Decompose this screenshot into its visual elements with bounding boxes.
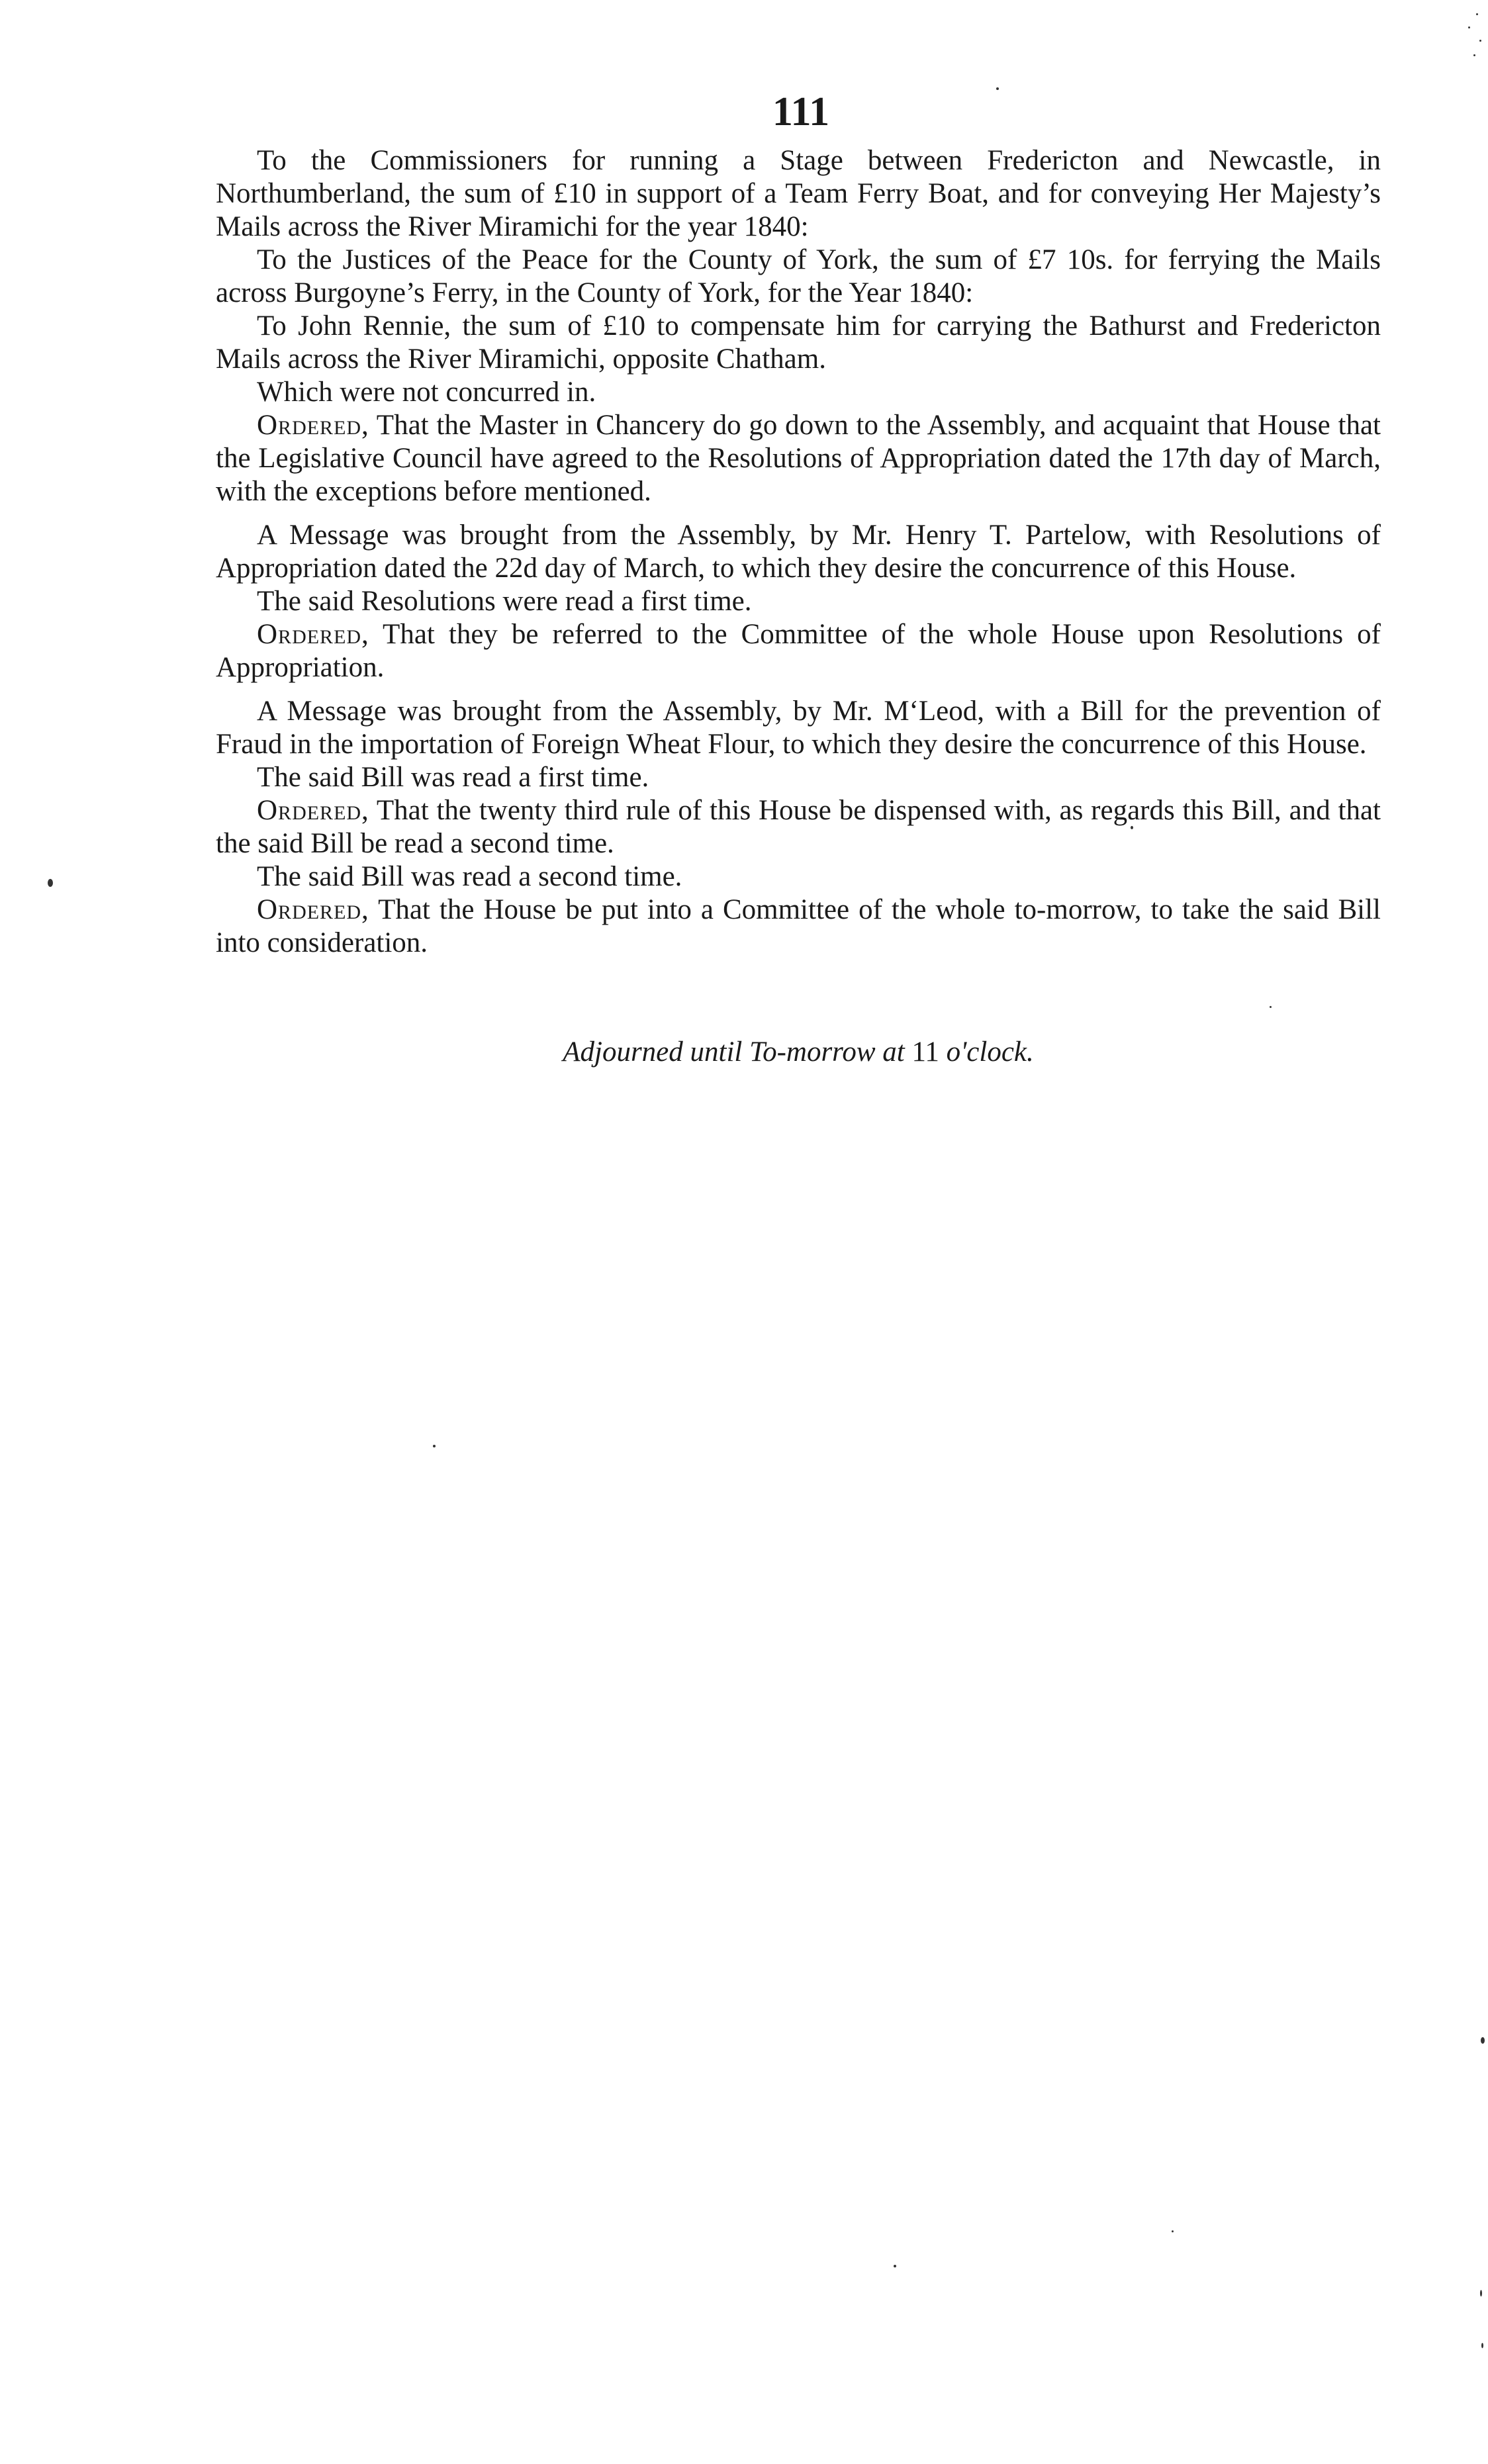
paragraph-john-rennie: To John Rennie, the sum of £10 to compensate him for carrying the Bathurst and Fredericton Mails across the River Miramichi, opposite Chatham. bbox=[216, 310, 1381, 375]
scan-speck bbox=[1172, 2230, 1174, 2232]
scan-speck bbox=[1481, 2037, 1485, 2044]
paragraph-justices-york: To the Justices of the Peace for the County of York, the sum of £7 10s. for ferrying the Mails across Burgoyne’s Ferry, in the County of York, for the Year 1840: bbox=[216, 244, 1381, 308]
paragraph-ordered-master-chancery: Ordered, That the Master in Chancery do go down to the Assembly, and acquaint that House that the Legislative Council have agreed to the Resolutions of Appropriation dated the 17th day of March, with the exceptions before mentioned. bbox=[216, 410, 1381, 507]
paragraph-ordered-committee-tomorrow: Ordered, That the House be put into a Committee of the whole to-morrow, to take the said Bill into consideration. bbox=[216, 894, 1381, 958]
scan-speck bbox=[1468, 26, 1470, 28]
scan-speck bbox=[1479, 40, 1481, 42]
paragraph-resolutions-first-reading: The said Resolutions were read a first time. bbox=[257, 586, 752, 617]
adjournment-notice: Adjourned until To-morrow at 11 o'clock. bbox=[563, 1036, 1034, 1068]
journal-text bbox=[216, 144, 1381, 960]
ordered-label: Ordered, bbox=[257, 619, 369, 650]
paragraph-ordered-rule-dispensed: Ordered, That the twenty third rule of this House be dispensed with, as regards this Bill, and that the said Bill be read a second time. bbox=[216, 795, 1381, 859]
paragraph-message-mleod: A Message was brought from the Assembly, by Mr. M‘Leod, with a Bill for the prevention of Fraud in the importation of Foreign Wheat Flour, to which they desire the concurrence of this House. bbox=[216, 696, 1381, 760]
ordered-label: Ordered, bbox=[257, 795, 369, 826]
ordered-label: Ordered, bbox=[257, 894, 369, 925]
scan-speck bbox=[1270, 1006, 1272, 1008]
paragraph-bill-first-reading: The said Bill was read a first time. bbox=[257, 762, 649, 793]
scan-speck bbox=[1131, 826, 1133, 829]
scan-speck bbox=[996, 87, 999, 90]
scan-speck bbox=[1480, 2290, 1482, 2297]
paragraph-message-partelow: A Message was brought from the Assembly, by Mr. Henry T. Partelow, with Resolutions of Appropriation dated the 22d day of March, to which they desire the concurrence of this House. bbox=[216, 520, 1381, 584]
scan-speck bbox=[1473, 54, 1475, 56]
paragraph-commissioners-ferry: To the Commissioners for running a Stage between Fredericton and Newcastle, in Northumberland, the sum of £10 in support of a Team Ferry Boat, and for conveying Her Majesty’s Mails across the River Miramichi for the year 1840: bbox=[216, 145, 1381, 242]
paragraph-bill-second-reading: The said Bill was read a second time. bbox=[257, 861, 682, 892]
page-number: 111 bbox=[772, 89, 830, 134]
ordered-label: Ordered, bbox=[257, 410, 369, 441]
scan-speck bbox=[48, 879, 53, 887]
paragraph-not-concurred: Which were not concurred in. bbox=[257, 377, 596, 408]
scan-speck bbox=[433, 1445, 436, 1447]
scan-speck bbox=[894, 2265, 896, 2267]
scan-speck bbox=[1481, 2343, 1483, 2348]
paragraph-ordered-committee: Ordered, That they be referred to the Committee of the whole House upon Resolutions of Appropriation. bbox=[216, 619, 1381, 683]
scan-speck bbox=[1476, 13, 1478, 15]
